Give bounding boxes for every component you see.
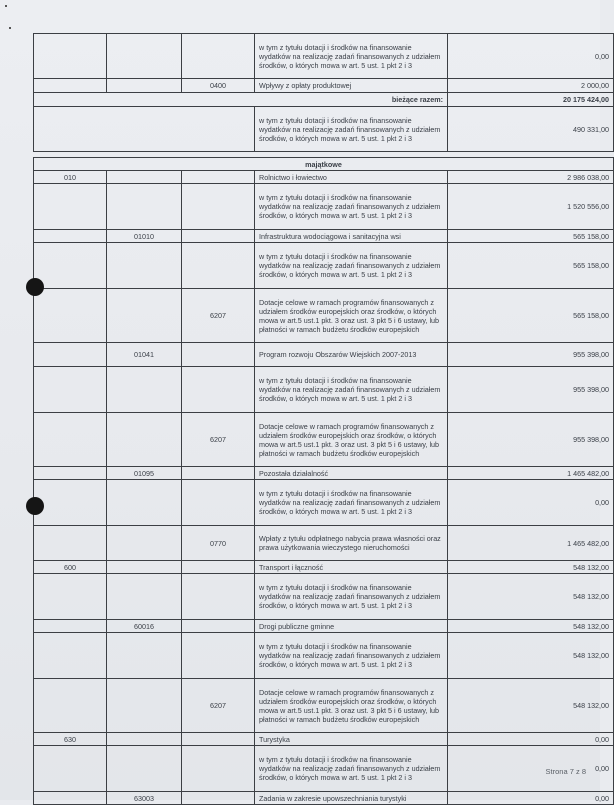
description: Zadania w zakresie upowszechniania turystyki [255, 792, 448, 805]
description: Rolnictwo i łowiectwo [255, 171, 448, 184]
punch-hole [26, 278, 44, 296]
description: w tym z tytułu dotacji i środków na finansowanie wydatków na realizację zadań finansowanych z udziałem środków, o których mowa w art. 5 ust. 1 pkt 2 i 3 [255, 480, 448, 526]
description: w tym z tytułu dotacji i środków na finansowanie wydatków na realizację zadań finansowanych z udziałem środków, o których mowa w art. 5 ust. 1 pkt 2 i 3 [255, 243, 448, 289]
table-row [34, 733, 614, 746]
section-code [34, 480, 107, 526]
table-row [34, 792, 614, 805]
main-table [33, 157, 614, 805]
section-code [34, 413, 107, 467]
description: Wpłaty z tytułu odpłatnego nabycia prawa własności oraz prawa użytkowania wieczystego nieruchomości [255, 526, 448, 561]
amount: 955 398,00 [448, 343, 614, 367]
amount: 565 158,00 [448, 289, 614, 343]
section-code: 600 [34, 561, 107, 574]
amount: 548 132,00 [448, 679, 614, 733]
paragraph-code: 0400 [182, 79, 255, 93]
total-row [34, 93, 614, 107]
description: Transport i łączność [255, 561, 448, 574]
paragraph-code [182, 792, 255, 805]
table-row [34, 526, 614, 561]
section-code [34, 792, 107, 805]
table-row [34, 243, 614, 289]
table-row [34, 289, 614, 343]
description: Dotacje celowe w ramach programów finansowanych z udziałem środków europejskich oraz środków, o których mowa w art.5 ust.1 pkt. 3 oraz ust. 3 pkt 5 i 6 ustawy, lub płatności w ramach budżetu środków europejskich [255, 289, 448, 343]
section-code [34, 746, 107, 792]
section-title: majątkowe [34, 158, 614, 171]
amount: 0,00 [448, 480, 614, 526]
chapter-code [107, 480, 182, 526]
section-code [34, 34, 107, 79]
chapter-code [107, 34, 182, 79]
amount: 2 000,00 [448, 79, 614, 93]
amount: 490 331,00 [448, 107, 614, 152]
description: Pozostała działalność [255, 467, 448, 480]
paragraph-code [182, 633, 255, 679]
description: w tym z tytułu dotacji i środków na finansowanie wydatków na realizację zadań finansowanych z udziałem środków, o których mowa w art. 5 ust. 1 pkt 2 i 3 [255, 746, 448, 792]
description: Infrastruktura wodociągowa i sanitacyjna wsi [255, 230, 448, 243]
description: Wpływy z opłaty produktowej [255, 79, 448, 93]
section-code [34, 289, 107, 343]
amount: 2 986 038,00 [448, 171, 614, 184]
table-row [34, 367, 614, 413]
amount: 955 398,00 [448, 413, 614, 467]
table-row [34, 184, 614, 230]
total-sub-row [34, 107, 614, 152]
total-amount: 20 175 424,00 [448, 93, 614, 107]
description: Drogi publiczne gminne [255, 620, 448, 633]
paragraph-code [182, 343, 255, 367]
table-row [34, 480, 614, 526]
description: w tym z tytułu dotacji i środków na finansowanie wydatków na realizację zadań finansowanych z udziałem środków, o których mowa w art. 5 ust. 1 pkt 2 i 3 [255, 367, 448, 413]
section-code [34, 243, 107, 289]
description: Turystyka [255, 733, 448, 746]
top-table [33, 33, 614, 152]
chapter-code [107, 184, 182, 230]
amount: 548 132,00 [448, 561, 614, 574]
section-code [34, 574, 107, 620]
empty-cell [34, 107, 255, 152]
table-row [34, 413, 614, 467]
paragraph-code [182, 480, 255, 526]
chapter-code: 01095 [107, 467, 182, 480]
section-code [34, 230, 107, 243]
amount: 0,00 [448, 792, 614, 805]
amount: 1 465 482,00 [448, 467, 614, 480]
section-code: 630 [34, 733, 107, 746]
paragraph-code [182, 171, 255, 184]
chapter-code [107, 171, 182, 184]
description: w tym z tytułu dotacji i środków na finansowanie wydatków na realizację zadań finansowanych z udziałem środków, o których mowa w art. 5 ust. 1 pkt 2 i 3 [255, 184, 448, 230]
table-row [34, 467, 614, 480]
section-code [34, 184, 107, 230]
chapter-code: 60016 [107, 620, 182, 633]
punch-hole [26, 497, 44, 515]
table-row [34, 574, 614, 620]
scan-speck [5, 5, 7, 7]
amount: 565 158,00 [448, 230, 614, 243]
table-row [34, 679, 614, 733]
table-row [34, 230, 614, 243]
amount: 1 520 556,00 [448, 184, 614, 230]
description: w tym z tytułu dotacji i środków na finansowanie wydatków na realizację zadań finansowanych z udziałem środków, o których mowa w art. 5 ust. 1 pkt 2 i 3 [255, 107, 448, 152]
chapter-code [107, 746, 182, 792]
chapter-code [107, 243, 182, 289]
section-code: 010 [34, 171, 107, 184]
paragraph-code [182, 620, 255, 633]
scan-speck [9, 27, 11, 29]
description: Dotacje celowe w ramach programów finansowanych z udziałem środków europejskich oraz środków, o których mowa w art.5 ust.1 pkt. 3 oraz ust. 3 pkt 5 i 6 ustawy, lub płatności w ramach budżetu środków europejskich [255, 413, 448, 467]
paragraph-code [182, 243, 255, 289]
chapter-code [107, 289, 182, 343]
section-code [34, 467, 107, 480]
table-row [34, 171, 614, 184]
chapter-code: 01010 [107, 230, 182, 243]
paragraph-code [182, 467, 255, 480]
section-header-row [34, 158, 614, 171]
chapter-code: 01041 [107, 343, 182, 367]
description: Dotacje celowe w ramach programów finansowanych z udziałem środków europejskich oraz środków, o których mowa w art.5 ust.1 pkt. 3 oraz ust. 3 pkt 5 i 6 ustawy, lub płatności w ramach budżetu środków europejskich [255, 679, 448, 733]
amount: 0,00 [448, 34, 614, 79]
table-row [34, 561, 614, 574]
paragraph-code [182, 746, 255, 792]
amount: 955 398,00 [448, 367, 614, 413]
paragraph-code: 6207 [182, 413, 255, 467]
amount: 548 132,00 [448, 633, 614, 679]
table-row [34, 34, 614, 79]
total-label: bieżące razem: [34, 93, 448, 107]
paragraph-code [182, 230, 255, 243]
paragraph-code [182, 184, 255, 230]
paragraph-code [182, 574, 255, 620]
chapter-code [107, 561, 182, 574]
amount: 548 132,00 [448, 574, 614, 620]
page-number: Strona 7 z 8 [545, 767, 586, 776]
paragraph-code [182, 561, 255, 574]
amount: 0,00 [448, 746, 614, 792]
paragraph-code: 0770 [182, 526, 255, 561]
section-code [34, 633, 107, 679]
table-row [34, 746, 614, 792]
paragraph-code [182, 34, 255, 79]
chapter-code [107, 733, 182, 746]
chapter-code [107, 413, 182, 467]
amount: 548 132,00 [448, 620, 614, 633]
chapter-code [107, 367, 182, 413]
table-row [34, 620, 614, 633]
section-code [34, 79, 107, 93]
table-row [34, 343, 614, 367]
section-code [34, 679, 107, 733]
table-row [34, 633, 614, 679]
section-code [34, 367, 107, 413]
chapter-code: 63003 [107, 792, 182, 805]
chapter-code [107, 679, 182, 733]
chapter-code [107, 574, 182, 620]
paragraph-code: 6207 [182, 289, 255, 343]
table-row [34, 79, 614, 93]
amount: 0,00 [448, 733, 614, 746]
amount: 565 158,00 [448, 243, 614, 289]
paragraph-code [182, 367, 255, 413]
description: Program rozwoju Obszarów Wiejskich 2007-2013 [255, 343, 448, 367]
chapter-code [107, 633, 182, 679]
paragraph-code [182, 733, 255, 746]
chapter-code [107, 526, 182, 561]
chapter-code [107, 79, 182, 93]
paragraph-code: 6207 [182, 679, 255, 733]
description: w tym z tytułu dotacji i środków na finansowanie wydatków na realizację zadań finansowanych z udziałem środków, o których mowa w art. 5 ust. 1 pkt 2 i 3 [255, 34, 448, 79]
section-code [34, 620, 107, 633]
description: w tym z tytułu dotacji i środków na finansowanie wydatków na realizację zadań finansowanych z udziałem środków, o których mowa w art. 5 ust. 1 pkt 2 i 3 [255, 574, 448, 620]
section-code [34, 526, 107, 561]
amount: 1 465 482,00 [448, 526, 614, 561]
section-code [34, 343, 107, 367]
description: w tym z tytułu dotacji i środków na finansowanie wydatków na realizację zadań finansowanych z udziałem środków, o których mowa w art. 5 ust. 1 pkt 2 i 3 [255, 633, 448, 679]
